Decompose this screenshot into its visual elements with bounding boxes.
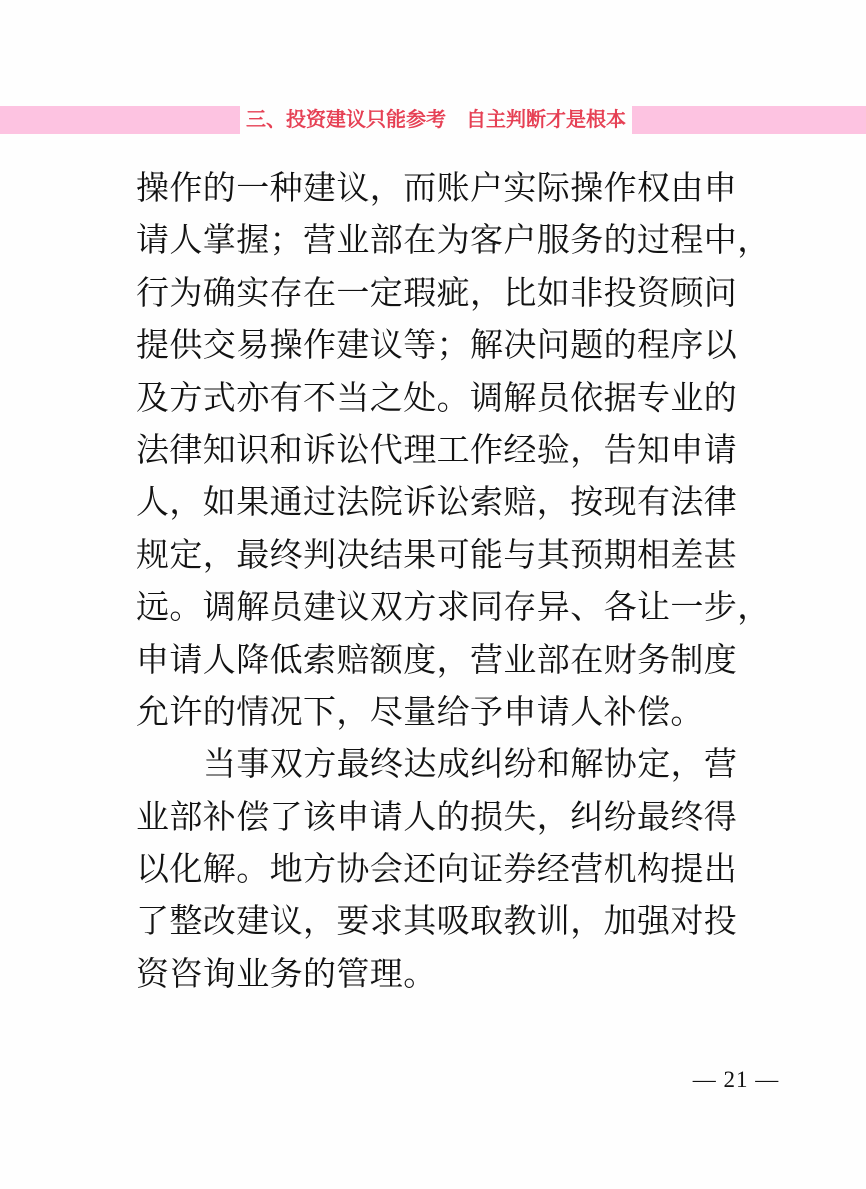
- body-text-line: 操作的一种建议，而账户实际操作权由申: [136, 171, 738, 207]
- header-band-right: [632, 106, 866, 134]
- body-text-line: 以化解。地方协会还向证券经营机构提出: [136, 852, 738, 889]
- body-text-line: 了整改建议，要求其吸取教训，加强对投: [136, 904, 738, 941]
- chapter-title: 三、投资建议只能参考 自主判断才是根本: [246, 109, 626, 131]
- body-text-line: 规定，最终判决结果可能与其预期相差甚: [136, 537, 738, 574]
- body-text-line: 及方式亦有不当之处。调解员依据专业的: [136, 380, 738, 417]
- body-text: [136, 163, 771, 1001]
- body-text-line: 法律知识和诉讼代理工作经验，告知申请: [136, 432, 738, 469]
- body-text-line: 提供交易操作建议等；解决问题的程序以: [136, 328, 738, 365]
- page-number: — 21 —: [692, 1067, 780, 1092]
- body-text-line-paragraph-start: 当事双方最终达成纠纷和解协定，营: [203, 747, 738, 784]
- body-text-line: 请人掌握；营业部在为客户服务的过程中，: [136, 223, 771, 260]
- body-text-line: 申请人降低索赔额度，营业部在财务制度: [136, 642, 738, 679]
- body-text-line: 业部补偿了该申请人的损失，纠纷最终得: [136, 799, 738, 836]
- body-text-line: 资咨询业务的管理。: [136, 956, 437, 993]
- body-text-line: 行为确实存在一定瑕疵，比如非投资顾问: [136, 275, 738, 312]
- body-text-line: 允许的情况下，尽量给予申请人补偿。: [136, 694, 704, 731]
- header-band-left: [0, 106, 240, 134]
- body-text-line: 人，如果通过法院诉讼索赔，按现有法律: [136, 485, 738, 522]
- body-text-line: 远。调解员建议双方求同存异、各让一步，: [136, 590, 771, 627]
